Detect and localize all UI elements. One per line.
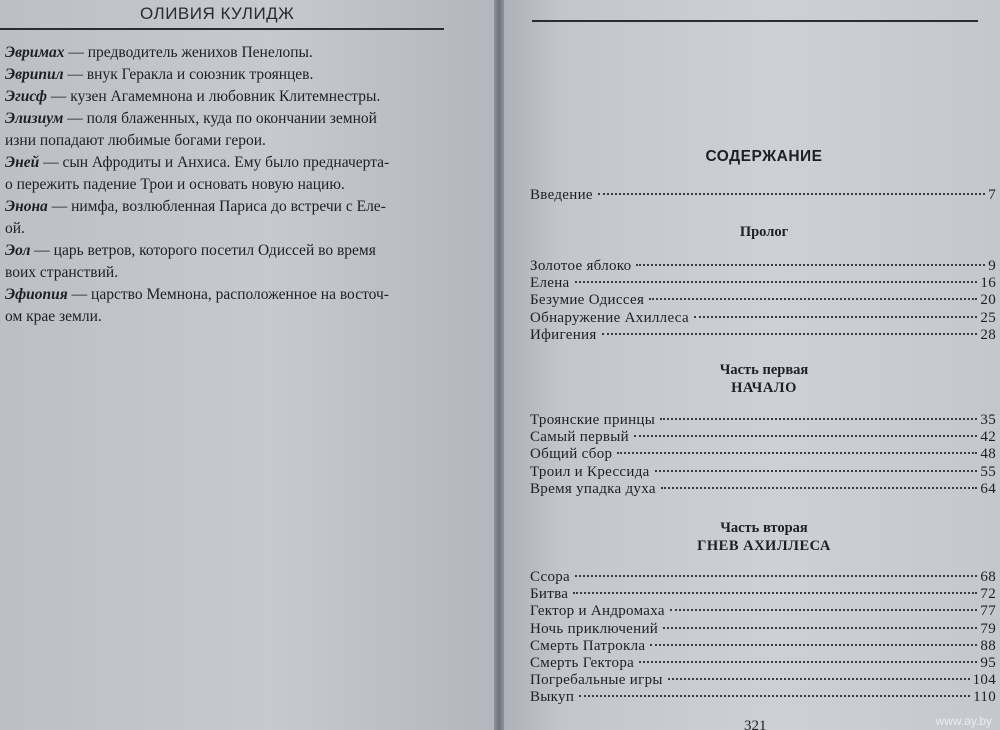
toc-leader-dots — [598, 193, 985, 195]
toc-entry-page: 35 — [980, 412, 996, 428]
toc-leader-dots — [639, 661, 977, 663]
glossary-line — [5, 262, 455, 284]
glossary-line — [5, 240, 455, 262]
toc-entry-title: Гектор и Андромаха — [530, 603, 665, 620]
toc-entry — [530, 275, 996, 292]
header-rule — [0, 28, 444, 30]
glossary-definition: — поля блаженных, куда по окончании земной — [63, 110, 377, 127]
toc-entry-page: 64 — [980, 480, 996, 497]
glossary — [5, 42, 455, 328]
toc-entry-page: 79 — [980, 620, 996, 637]
glossary-definition: — царь ветров, которого посетил Одиссей во время — [30, 242, 376, 259]
glossary-definition: — предводитель женихов Пенелопы. — [64, 44, 313, 61]
toc-leader-dots — [670, 609, 978, 611]
toc-entry-page: 68 — [980, 569, 996, 585]
toc-entry — [530, 258, 996, 275]
toc-entry-title: Погребальные игры — [530, 672, 663, 689]
glossary-term: Эфиопия — [5, 286, 68, 303]
toc-entry-title: Ночь приключений — [530, 620, 659, 637]
toc-entry-page: 110 — [973, 689, 996, 706]
toc-leader-dots — [634, 435, 977, 437]
toc-entry-title: Битва — [530, 586, 569, 603]
glossary-definition: — сын Афродиты и Анхиса. Ему было предначерта- — [39, 154, 390, 171]
glossary-line — [5, 64, 455, 86]
toc-leader-dots — [602, 333, 978, 335]
header-rule — [532, 20, 978, 22]
toc-entry-title: Троил и Крессида — [530, 463, 650, 480]
toc-entry-page: 42 — [980, 429, 996, 446]
glossary-line — [5, 174, 455, 196]
toc-entry — [530, 412, 996, 429]
toc-leader-dots — [617, 452, 977, 454]
glossary-term: Эол — [5, 242, 31, 259]
toc-entry-page: 20 — [980, 292, 996, 309]
toc-entry-title: Елена — [530, 275, 570, 292]
toc-entry — [530, 672, 996, 689]
toc-intro-list — [530, 187, 996, 204]
toc-prolog-list — [530, 258, 996, 344]
toc-entry — [530, 621, 996, 638]
glossary-definition: воих странствий. — [5, 264, 119, 281]
toc-entry-title: Троянские принцы — [530, 412, 656, 428]
running-head: ОЛИВИЯ КУЛИДЖ — [140, 4, 295, 23]
glossary-definition: ой. — [5, 220, 25, 237]
toc-entry — [530, 464, 996, 481]
toc-leader-dots — [694, 316, 977, 318]
glossary-definition: — царство Мемнона, расположенное на восточ- — [67, 286, 389, 303]
toc-entry-title: Выкуп — [530, 689, 575, 706]
glossary-definition: — кузен Агамемнона и любовник Клитемнестры. — [47, 88, 381, 105]
toc-part2-list — [530, 569, 996, 707]
toc-entry-page: 77 — [980, 603, 996, 620]
toc-leader-dots — [575, 281, 978, 283]
glossary-term: Эней — [5, 154, 40, 171]
toc-entry-page: 55 — [980, 463, 996, 480]
toc-entry-page: 28 — [980, 326, 996, 343]
toc-title: СОДЕРЖАНИЕ — [705, 148, 823, 165]
glossary-line — [5, 86, 455, 108]
toc-entry — [530, 327, 996, 344]
toc-entry-page: 72 — [980, 586, 996, 603]
toc-leader-dots — [660, 418, 977, 420]
toc-leader-dots — [579, 695, 970, 697]
glossary-definition: изни попадают любимые богами герои. — [5, 132, 266, 149]
toc-entry-page: 7 — [988, 187, 996, 203]
glossary-term: Эгисф — [5, 88, 48, 105]
toc-entry-title: Смерть Гектора — [530, 654, 635, 671]
toc-entry — [530, 689, 996, 706]
glossary-line — [5, 196, 455, 218]
glossary-line — [5, 108, 455, 130]
toc-entry-title: Обнаружение Ахиллеса — [530, 309, 689, 326]
toc-leader-dots — [661, 487, 978, 489]
toc-entry — [530, 292, 996, 309]
prolog-heading: Пролог — [739, 224, 789, 240]
toc-leader-dots — [573, 592, 977, 594]
glossary-line — [5, 42, 455, 64]
book-gutter — [494, 0, 504, 730]
toc-entry — [530, 187, 996, 204]
toc-leader-dots — [663, 627, 977, 629]
glossary-definition: о пережить падение Трои и основать новую нацию. — [5, 176, 345, 193]
toc-entry-title: Самый первый — [530, 429, 629, 446]
toc-entry-title: Ссора — [530, 569, 571, 585]
toc-leader-dots — [649, 298, 977, 300]
toc-part1-list — [530, 412, 996, 498]
part1-subheading: НАЧАЛО — [731, 380, 797, 396]
left-page — [0, 0, 494, 730]
toc-entry-title: Золотое яблоко — [530, 258, 632, 274]
glossary-line — [5, 284, 455, 306]
page-number: 321 — [744, 718, 767, 730]
glossary-term: Эврипил — [5, 66, 64, 83]
glossary-line — [5, 152, 455, 174]
toc-leader-dots — [650, 644, 977, 646]
glossary-line — [5, 130, 455, 152]
toc-entry-title: Смерть Патрокла — [530, 637, 646, 654]
toc-leader-dots — [655, 470, 978, 472]
glossary-definition: — внук Геракла и союзник троянцев. — [63, 66, 314, 83]
toc-entry — [530, 603, 996, 620]
glossary-term: Энона — [5, 198, 48, 215]
toc-entry-title: Введение — [530, 187, 593, 203]
glossary-term: Элизиум — [5, 110, 64, 127]
toc-entry-page: 25 — [980, 309, 996, 326]
part1-heading: Часть первая — [719, 362, 809, 378]
toc-entry-page: 95 — [980, 654, 996, 671]
glossary-definition: — нимфа, возлюбленная Париса до встречи с Еле- — [47, 198, 386, 215]
right-page — [504, 0, 1000, 730]
toc-entry-page: 48 — [980, 446, 996, 463]
toc-entry — [530, 655, 996, 672]
glossary-line — [5, 218, 455, 240]
toc-leader-dots — [668, 678, 970, 680]
toc-entry-page: 9 — [988, 258, 996, 274]
toc-entry — [530, 586, 996, 603]
toc-entry-title: Безумие Одиссея — [530, 292, 645, 309]
toc-entry-title: Ифигения — [530, 326, 597, 343]
toc-leader-dots — [636, 264, 985, 266]
toc-entry — [530, 446, 996, 463]
toc-entry — [530, 429, 996, 446]
toc-entry — [530, 310, 996, 327]
toc-entry-page: 104 — [972, 672, 996, 689]
glossary-term: Эвримах — [5, 44, 65, 61]
toc-entry-page: 88 — [980, 637, 996, 654]
part2-subheading: ГНЕВ АХИЛЛЕСА — [697, 538, 831, 554]
toc-entry-title: Общий сбор — [530, 446, 613, 463]
toc-entry-page: 16 — [980, 275, 996, 292]
watermark: www.ay.by — [935, 714, 992, 728]
toc-entry — [530, 569, 996, 586]
glossary-definition: ом крае земли. — [5, 308, 102, 325]
glossary-line — [5, 306, 455, 328]
toc-leader-dots — [575, 575, 977, 577]
part2-heading: Часть вторая — [720, 520, 808, 536]
toc-entry — [530, 638, 996, 655]
toc-entry — [530, 481, 996, 498]
toc-entry-title: Время упадка духа — [530, 480, 656, 497]
